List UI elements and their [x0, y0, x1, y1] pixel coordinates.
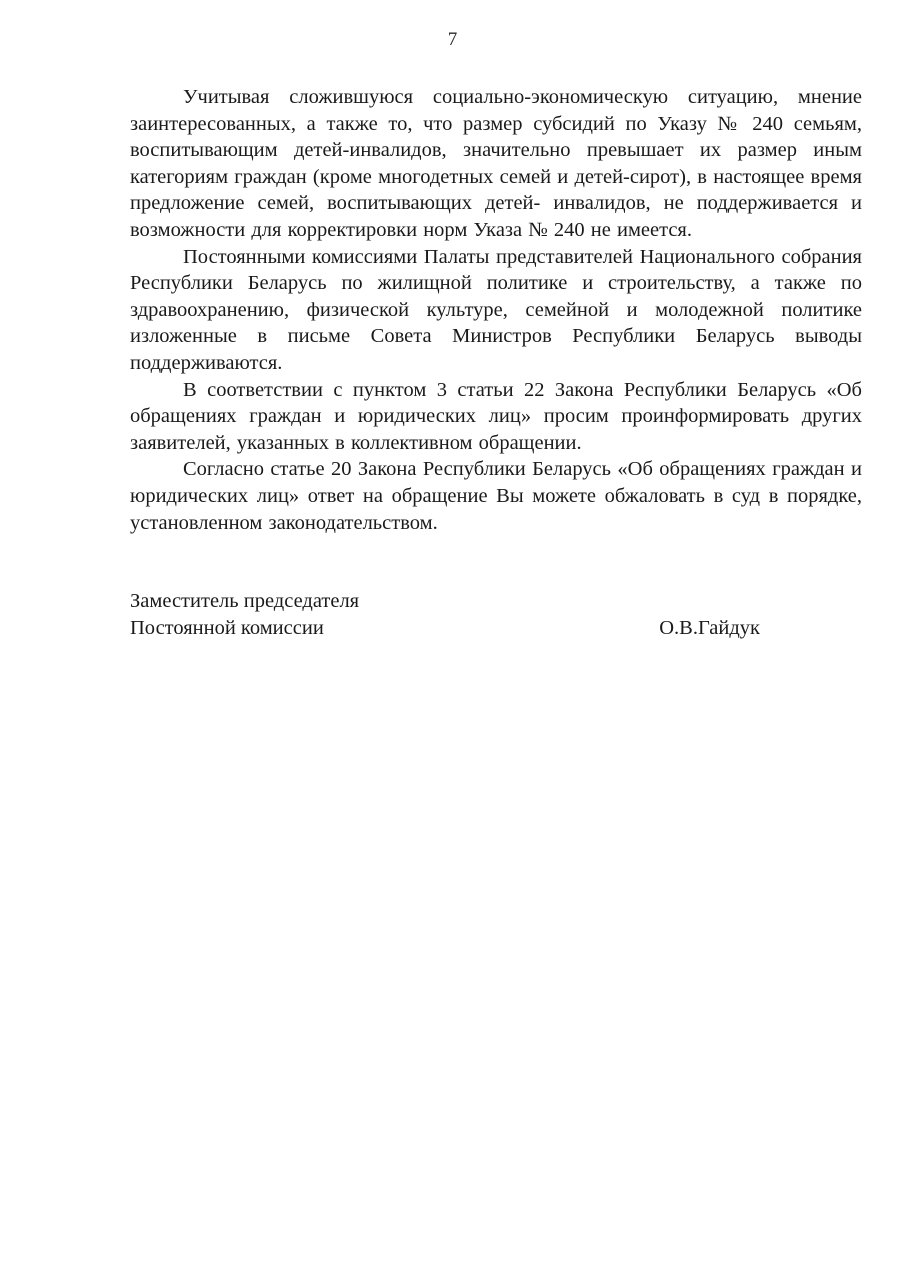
paragraph: В соответствии с пунктом 3 статьи 22 Закона Республики Беларусь «Об обращениях граждан и юридических лиц» просим проинформировать других заявителей, указанных в коллективном обращении. — [130, 378, 862, 454]
paragraph: Учитывая сложившуюся социально-экономическую ситуацию, мнение заинтересованных, а также то, что размер субсидий по Указу № 240 семьям, воспитывающим детей-инвалидов, значительно превышает их размер иным категориям граждан (кроме многодетных семей и детей-сирот), в настоящее время предложение семей, воспитывающих детей- инвалидов, не поддерживается и возможности для корректировки норм Указа № 240 не имеется. — [130, 86, 862, 241]
signature-name: О.В.Гайдук — [659, 616, 760, 639]
document-body — [130, 84, 862, 641]
paragraph: Согласно статье 20 Закона Республики Беларусь «Об обращениях граждан и юридических лиц» ответ на обращение Вы можете обжаловать в суд в порядке, установленном законодательством. — [130, 458, 862, 534]
page-number: 7 — [447, 29, 458, 50]
signature-block — [130, 588, 862, 641]
signature-position-subtitle: Постоянной комиссии — [130, 616, 324, 639]
signature-position-title: Заместитель председателя — [130, 590, 360, 613]
signature-position-line-2 — [130, 615, 862, 642]
signature-position-line-1 — [130, 588, 862, 615]
paragraph: Постоянными комиссиями Палаты представителей Национального собрания Республики Беларусь по жилищной политике и строительству, а также по здравоохранению, физической культуре, семейной и молодежной политике изложенные в письме Совета Министров Республики Беларусь выводы поддерживаются. — [130, 245, 862, 374]
